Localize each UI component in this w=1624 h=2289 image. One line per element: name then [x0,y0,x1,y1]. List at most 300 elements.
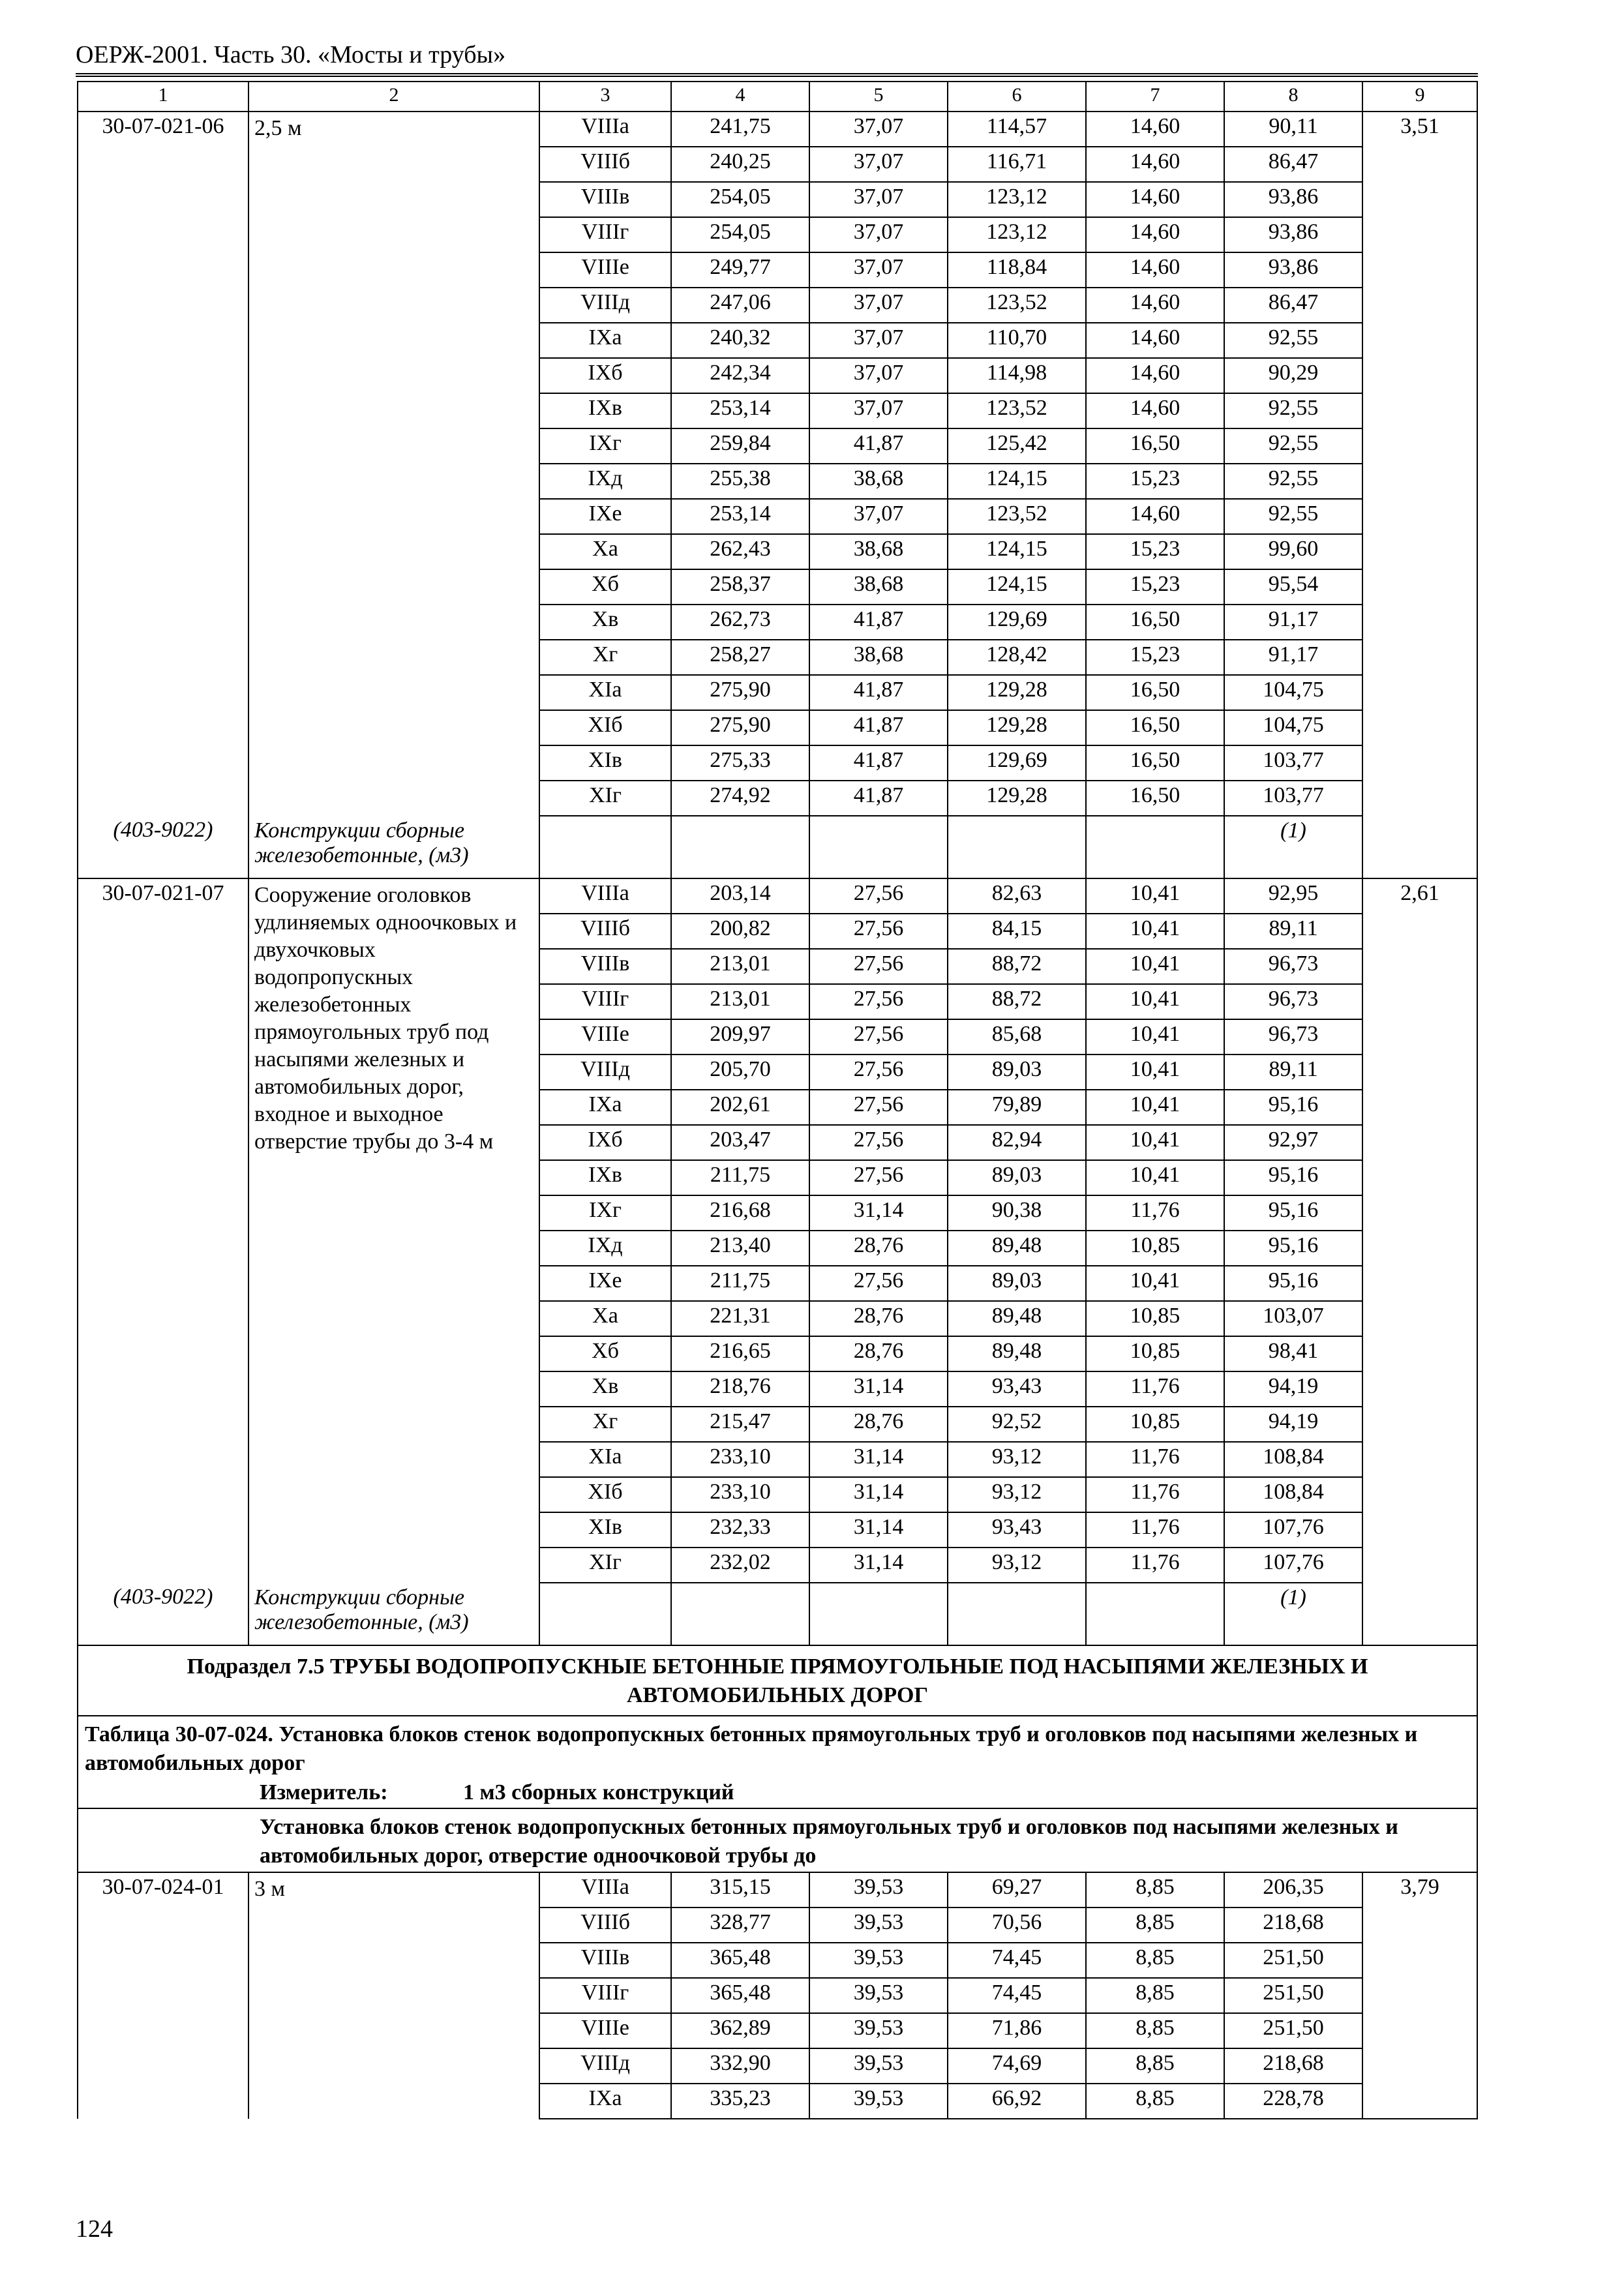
wages: 31,14 [809,1477,948,1512]
machinist-wages: 16,50 [1086,710,1224,745]
region-zone: IXд [539,1231,671,1266]
total-cost: 213,40 [671,1231,809,1266]
machine-operation: 92,52 [948,1407,1086,1442]
region-zone: VIIIа [539,1872,671,1908]
total-cost: 258,37 [671,569,809,605]
region-zone: VIIIв [539,949,671,984]
total-cost: 240,32 [671,323,809,358]
machine-operation: 82,94 [948,1125,1086,1160]
wages: 31,14 [809,1548,948,1583]
machinist-wages: 10,41 [1086,1019,1224,1055]
wages: 27,56 [809,984,948,1019]
rates-table [77,81,1478,2119]
materials: 90,29 [1224,358,1362,393]
empty-cell [1086,816,1224,878]
total-cost: 202,61 [671,1090,809,1125]
wages: 28,76 [809,1336,948,1371]
subheading-row [78,1808,1477,1872]
total-cost: 241,75 [671,112,809,147]
region-zone: VIIIв [539,182,671,217]
material-quantity: (1) [1224,816,1362,878]
machine-operation: 114,98 [948,358,1086,393]
materials: 251,50 [1224,1943,1362,1978]
machine-operation: 85,68 [948,1019,1086,1055]
machinist-wages: 10,41 [1086,878,1224,914]
machine-operation: 88,72 [948,949,1086,984]
table-row [78,1872,1477,1908]
machine-operation: 125,42 [948,428,1086,464]
rate-description: 3 м [248,1872,539,2119]
wages: 28,76 [809,1407,948,1442]
machinist-wages: 14,60 [1086,288,1224,323]
unit-of-measure [85,1778,1470,1808]
machine-operation: 74,69 [948,2048,1086,2084]
wages: 31,14 [809,1195,948,1231]
wages: 41,87 [809,710,948,745]
materials: 91,17 [1224,605,1362,640]
machinist-wages: 8,85 [1086,1978,1224,2013]
machine-operation: 82,63 [948,878,1086,914]
machine-operation: 90,38 [948,1195,1086,1231]
materials: 96,73 [1224,984,1362,1019]
region-zone: VIIIа [539,878,671,914]
region-zone: VIIIе [539,252,671,288]
region-zone: XIг [539,781,671,816]
total-cost: 332,90 [671,2048,809,2084]
total-cost: 240,25 [671,147,809,182]
total-cost: 233,10 [671,1477,809,1512]
wages: 39,53 [809,1943,948,1978]
column-number: 7 [1086,82,1224,112]
total-cost: 258,27 [671,640,809,675]
machinist-wages: 11,76 [1086,1442,1224,1477]
total-cost: 211,75 [671,1266,809,1301]
unit-label: Измеритель: [260,1780,388,1804]
machine-operation: 110,70 [948,323,1086,358]
machinist-wages: 8,85 [1086,2084,1224,2119]
machine-operation: 129,69 [948,745,1086,781]
materials: 91,17 [1224,640,1362,675]
region-zone: VIIIд [539,1055,671,1090]
region-zone: VIIIа [539,112,671,147]
region-zone: VIIIг [539,217,671,252]
total-cost: 221,31 [671,1301,809,1336]
machinist-wages: 10,41 [1086,1125,1224,1160]
region-zone: IXб [539,358,671,393]
machinist-wages: 16,50 [1086,675,1224,710]
materials: 95,16 [1224,1195,1362,1231]
machinist-wages: 14,60 [1086,217,1224,252]
materials: 94,19 [1224,1407,1362,1442]
materials: 96,73 [1224,949,1362,984]
region-zone: IXа [539,1090,671,1125]
total-cost: 209,97 [671,1019,809,1055]
region-zone: XIб [539,1477,671,1512]
region-zone: XIа [539,1442,671,1477]
wages: 37,07 [809,112,948,147]
wages: 28,76 [809,1301,948,1336]
region-zone: VIIIе [539,2013,671,2048]
total-cost: 259,84 [671,428,809,464]
materials: 103,07 [1224,1301,1362,1336]
machinist-wages: 14,60 [1086,182,1224,217]
materials: 93,86 [1224,217,1362,252]
machine-operation: 123,52 [948,393,1086,428]
machine-operation: 129,28 [948,710,1086,745]
machinist-wages: 8,85 [1086,2048,1224,2084]
region-zone: VIIIд [539,288,671,323]
materials: 228,78 [1224,2084,1362,2119]
total-cost: 262,43 [671,534,809,569]
machinist-wages: 14,60 [1086,358,1224,393]
empty-cell [671,816,809,878]
wages: 37,07 [809,499,948,534]
region-zone: IXв [539,393,671,428]
materials: 94,19 [1224,1371,1362,1407]
total-cost: 232,33 [671,1512,809,1548]
section-title: Подраздел 7.5 ТРУБЫ ВОДОПРОПУСКНЫЕ БЕТОННЫЕ ПРЯМОУГОЛЬНЫЕ ПОД НАСЫПЯМИ ЖЕЛЕЗНЫХ И АВТОМОБИЛЬНЫХ ДОРОГ [78,1645,1477,1716]
wages: 37,07 [809,393,948,428]
total-cost: 365,48 [671,1943,809,1978]
machinist-wages: 15,23 [1086,640,1224,675]
machinist-wages: 10,41 [1086,1266,1224,1301]
region-zone: VIIIд [539,2048,671,2084]
wages: 39,53 [809,1908,948,1943]
machine-operation: 93,12 [948,1477,1086,1512]
machinist-wages: 14,60 [1086,147,1224,182]
machinist-wages: 14,60 [1086,393,1224,428]
wages: 37,07 [809,288,948,323]
empty-cell [539,1583,671,1645]
table-row [78,878,1477,914]
machinist-wages: 16,50 [1086,745,1224,781]
material-quantity: (1) [1224,1583,1362,1645]
machinist-wages: 14,60 [1086,323,1224,358]
materials: 92,55 [1224,428,1362,464]
machinist-wages: 11,76 [1086,1548,1224,1583]
machinist-wages: 15,23 [1086,534,1224,569]
materials: 107,76 [1224,1548,1362,1583]
work-subheading: Установка блоков стенок водопропускных бетонных прямоугольных труб и оголовков под насыпями железных и автомобильных дорог, отверстие одноочковой трубы до [78,1808,1477,1872]
total-cost: 262,73 [671,605,809,640]
total-cost: 275,90 [671,710,809,745]
region-zone: Xб [539,569,671,605]
total-cost: 203,47 [671,1125,809,1160]
wages: 27,56 [809,1090,948,1125]
machine-operation: 70,56 [948,1908,1086,1943]
total-cost: 211,75 [671,1160,809,1195]
materials: 86,47 [1224,288,1362,323]
machinist-wages: 16,50 [1086,428,1224,464]
machinist-wages: 8,85 [1086,2013,1224,2048]
region-zone: IXе [539,1266,671,1301]
rate-code: 30-07-021-06 [78,112,248,816]
region-zone: IXе [539,499,671,534]
labor-cost: 3,51 [1362,112,1477,878]
table-title-cell [78,1716,1477,1808]
materials: 92,55 [1224,323,1362,358]
wages: 39,53 [809,1978,948,2013]
region-zone: VIIIб [539,1908,671,1943]
wages: 37,07 [809,182,948,217]
machinist-wages: 8,85 [1086,1872,1224,1908]
machinist-wages: 10,41 [1086,914,1224,949]
materials: 108,84 [1224,1442,1362,1477]
wages: 41,87 [809,428,948,464]
machinist-wages: 14,60 [1086,499,1224,534]
machinist-wages: 10,85 [1086,1336,1224,1371]
total-cost: 215,47 [671,1407,809,1442]
materials: 86,47 [1224,147,1362,182]
machine-operation: 93,12 [948,1442,1086,1477]
machinist-wages: 10,85 [1086,1301,1224,1336]
machinist-wages: 10,85 [1086,1407,1224,1442]
wages: 37,07 [809,217,948,252]
machine-operation: 93,12 [948,1548,1086,1583]
wages: 31,14 [809,1442,948,1477]
wages: 38,68 [809,640,948,675]
wages: 37,07 [809,323,948,358]
total-cost: 328,77 [671,1908,809,1943]
region-zone: VIIIб [539,914,671,949]
wages: 41,87 [809,745,948,781]
machinist-wages: 8,85 [1086,1908,1224,1943]
total-cost: 216,68 [671,1195,809,1231]
column-number: 2 [248,82,539,112]
machine-operation: 123,12 [948,182,1086,217]
machine-operation: 114,57 [948,112,1086,147]
machinist-wages: 10,41 [1086,984,1224,1019]
wages: 41,87 [809,781,948,816]
page-number: 124 [76,2215,113,2243]
region-zone: IXг [539,1195,671,1231]
materials: 104,75 [1224,710,1362,745]
empty-cell [1086,1583,1224,1645]
wages: 27,56 [809,1055,948,1090]
total-cost: 254,05 [671,217,809,252]
region-zone: IXв [539,1160,671,1195]
machine-operation: 89,48 [948,1231,1086,1266]
labor-cost: 3,79 [1362,1872,1477,2119]
empty-cell [809,1583,948,1645]
materials: 108,84 [1224,1477,1362,1512]
machine-operation: 129,69 [948,605,1086,640]
materials: 98,41 [1224,1336,1362,1371]
total-cost: 275,90 [671,675,809,710]
column-number: 5 [809,82,948,112]
machinist-wages: 14,60 [1086,112,1224,147]
project-reference: (403-9022) [78,1583,248,1645]
region-zone: VIIIг [539,1978,671,2013]
machinist-wages: 14,60 [1086,252,1224,288]
machine-operation: 84,15 [948,914,1086,949]
machine-operation: 71,86 [948,2013,1086,2048]
machine-operation: 66,92 [948,2084,1086,2119]
total-cost: 203,14 [671,878,809,914]
total-cost: 274,92 [671,781,809,816]
wages: 28,76 [809,1231,948,1266]
region-zone: Xв [539,1371,671,1407]
region-zone: IXа [539,2084,671,2119]
machinist-wages: 8,85 [1086,1943,1224,1978]
machine-operation: 123,12 [948,217,1086,252]
total-cost: 205,70 [671,1055,809,1090]
column-number: 1 [78,82,248,112]
material-name: Конструкции сборные железобетонные, (м3) [248,816,539,878]
wages: 38,68 [809,569,948,605]
machine-operation: 123,52 [948,288,1086,323]
materials: 93,86 [1224,182,1362,217]
rate-code: 30-07-024-01 [78,1872,248,2119]
total-cost: 200,82 [671,914,809,949]
total-cost: 254,05 [671,182,809,217]
region-zone: Xг [539,1407,671,1442]
materials: 95,16 [1224,1231,1362,1266]
machine-operation: 93,43 [948,1512,1086,1548]
machinist-wages: 11,76 [1086,1195,1224,1231]
machine-operation: 88,72 [948,984,1086,1019]
total-cost: 242,34 [671,358,809,393]
rate-description: Сооружение оголовков удлиняемых одноочковых и двухочковых водопропускных железобетонных прямоугольных труб под насыпями железных и автомобильных дорог, входное и выходное отверстие трубы до 3-4 м [248,878,539,1583]
materials: 99,60 [1224,534,1362,569]
wages: 39,53 [809,2013,948,2048]
empty-cell [948,816,1086,878]
materials: 92,95 [1224,878,1362,914]
section-title-row [78,1645,1477,1716]
wages: 39,53 [809,2084,948,2119]
wages: 31,14 [809,1512,948,1548]
region-zone: XIб [539,710,671,745]
machine-operation: 89,03 [948,1266,1086,1301]
wages: 38,68 [809,534,948,569]
table-title-row [78,1716,1477,1808]
total-cost: 315,15 [671,1872,809,1908]
wages: 37,07 [809,252,948,288]
materials: 95,16 [1224,1160,1362,1195]
machinist-wages: 11,76 [1086,1477,1224,1512]
empty-cell [809,816,948,878]
wages: 27,56 [809,878,948,914]
region-zone: IXа [539,323,671,358]
region-zone: Xб [539,1336,671,1371]
region-zone: XIа [539,675,671,710]
rate-description: 2,5 м [248,112,539,816]
materials: 95,54 [1224,569,1362,605]
region-zone: VIIIг [539,984,671,1019]
column-number-row [78,82,1477,112]
machine-operation: 118,84 [948,252,1086,288]
region-zone: XIг [539,1548,671,1583]
materials: 103,77 [1224,745,1362,781]
total-cost: 233,10 [671,1442,809,1477]
material-footer-row [78,1583,1477,1645]
total-cost: 335,23 [671,2084,809,2119]
table-title: Таблица 30-07-024. Установка блоков стенок водопропускных бетонных прямоугольных труб и оголовков под насыпями железных и автомобильных дорог [85,1722,1418,1775]
machine-operation: 128,42 [948,640,1086,675]
materials: 92,55 [1224,393,1362,428]
material-name: Конструкции сборные железобетонные, (м3) [248,1583,539,1645]
empty-cell [948,1583,1086,1645]
machine-operation: 89,48 [948,1301,1086,1336]
machine-operation: 129,28 [948,781,1086,816]
running-header: ОЕРЖ-2001. Часть 30. «Мосты и трубы» [76,41,506,68]
wages: 37,07 [809,147,948,182]
materials: 89,11 [1224,914,1362,949]
total-cost: 253,14 [671,393,809,428]
labor-cost: 2,61 [1362,878,1477,1645]
wages: 37,07 [809,358,948,393]
wages: 27,56 [809,1160,948,1195]
total-cost: 218,76 [671,1371,809,1407]
region-zone: Xв [539,605,671,640]
column-number: 6 [948,82,1086,112]
total-cost: 216,65 [671,1336,809,1371]
machinist-wages: 16,50 [1086,605,1224,640]
machine-operation: 116,71 [948,147,1086,182]
region-zone: VIIIб [539,147,671,182]
table-row [78,112,1477,147]
total-cost: 249,77 [671,252,809,288]
materials: 206,35 [1224,1872,1362,1908]
total-cost: 232,02 [671,1548,809,1583]
materials: 92,97 [1224,1125,1362,1160]
wages: 27,56 [809,1266,948,1301]
project-reference: (403-9022) [78,816,248,878]
unit-value: 1 м3 сборных конструкций [463,1780,734,1804]
wages: 38,68 [809,464,948,499]
material-footer-row [78,816,1477,878]
region-zone: IXб [539,1125,671,1160]
materials: 103,77 [1224,781,1362,816]
materials: 251,50 [1224,1978,1362,2013]
machine-operation: 93,43 [948,1371,1086,1407]
machine-operation: 124,15 [948,534,1086,569]
machine-operation: 74,45 [948,1943,1086,1978]
materials: 251,50 [1224,2013,1362,2048]
machinist-wages: 10,85 [1086,1231,1224,1266]
region-zone: XIв [539,745,671,781]
machine-operation: 69,27 [948,1872,1086,1908]
machine-operation: 89,48 [948,1336,1086,1371]
materials: 95,16 [1224,1266,1362,1301]
total-cost: 365,48 [671,1978,809,2013]
machine-operation: 74,45 [948,1978,1086,2013]
machinist-wages: 11,76 [1086,1512,1224,1548]
machine-operation: 123,52 [948,499,1086,534]
wages: 39,53 [809,2048,948,2084]
machine-operation: 129,28 [948,675,1086,710]
total-cost: 213,01 [671,949,809,984]
machinist-wages: 15,23 [1086,464,1224,499]
materials: 92,55 [1224,464,1362,499]
wages: 27,56 [809,1125,948,1160]
machine-operation: 124,15 [948,464,1086,499]
wages: 39,53 [809,1872,948,1908]
wages: 41,87 [809,675,948,710]
rate-code: 30-07-021-07 [78,878,248,1583]
materials: 104,75 [1224,675,1362,710]
wages: 27,56 [809,1019,948,1055]
total-cost: 255,38 [671,464,809,499]
materials: 95,16 [1224,1090,1362,1125]
materials: 107,76 [1224,1512,1362,1548]
region-zone: Xа [539,1301,671,1336]
column-number: 9 [1362,82,1477,112]
machine-operation: 124,15 [948,569,1086,605]
materials: 90,11 [1224,112,1362,147]
empty-cell [671,1583,809,1645]
machinist-wages: 10,41 [1086,949,1224,984]
